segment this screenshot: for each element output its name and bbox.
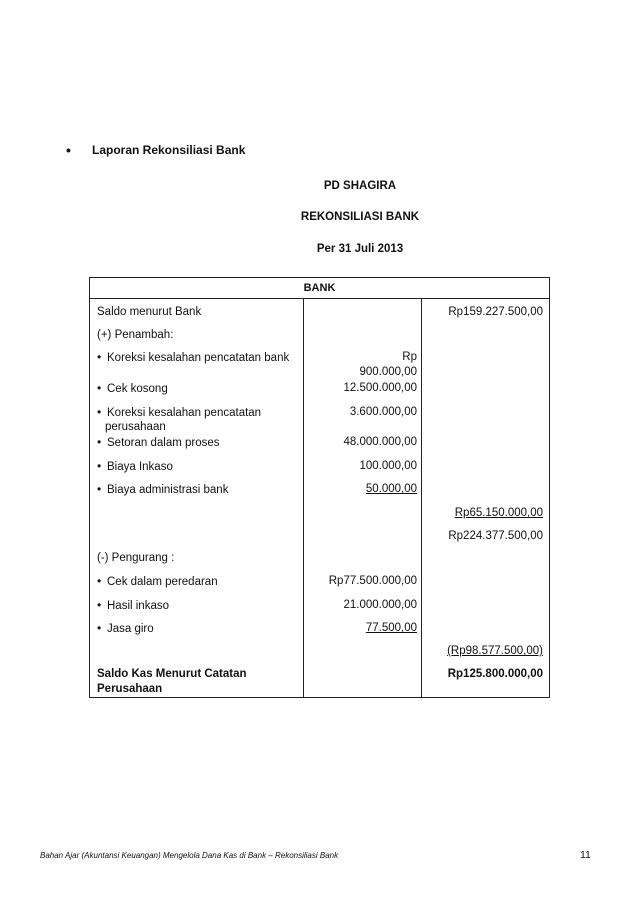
amount: 21.000.000,00 (343, 599, 417, 611)
list-item: • Biaya Inkaso (97, 459, 173, 473)
section-title: Laporan Rekonsiliasi Bank (92, 143, 246, 157)
pengurang-label: (-) Pengurang : (97, 552, 175, 564)
amount-line: Rp (402, 351, 417, 363)
penambah-total: Rp65.150.000,00 (454, 507, 543, 519)
column-divider (421, 298, 422, 697)
bullet-icon: • (97, 621, 102, 635)
table-header: BANK (90, 278, 549, 299)
subtotal: Rp224.377.500,00 (448, 530, 543, 542)
bullet-icon: • (97, 598, 102, 612)
amount: 100.000,00 (359, 460, 417, 472)
list-item: • Biaya administrasi bank (97, 482, 229, 496)
list-item: • Koreksi kesalahan pencatatan (97, 405, 262, 419)
report-date: Per 31 Juli 2013 (316, 243, 404, 255)
footer-text: Bahan Ajar (Akuntansi Keuangan) Mengelola Dana Kas di Bank – Rekonsiliasi Bank (40, 851, 339, 860)
list-item: • Koreksi kesalahan pencatatan bank (97, 350, 290, 364)
report-title: REKONSILIASI BANK (300, 211, 420, 223)
bullet-icon: • (97, 574, 102, 588)
list-item: • Jasa giro (97, 621, 154, 635)
list-item: • Cek kosong (97, 381, 168, 395)
bullet-icon: • (97, 405, 102, 419)
amount: 12.500.000,00 (343, 382, 417, 394)
amount: 48.000.000,00 (343, 436, 417, 448)
list-item: • Hasil inkaso (97, 598, 169, 612)
reconciliation-table (89, 277, 550, 698)
company-name: PD SHAGIRA (323, 180, 397, 192)
bullet-icon: • (97, 350, 102, 364)
bullet-icon: • (97, 381, 102, 395)
amount: 77.500,00 (365, 622, 417, 634)
list-item: • Cek dalam peredaran (97, 574, 218, 588)
amount: 3.600.000,00 (349, 406, 417, 418)
bullet-icon: • (97, 435, 102, 449)
saldo-bank-label: Saldo menurut Bank (97, 306, 202, 318)
list-item: • Setoran dalam proses (97, 435, 220, 449)
pengurang-total: (Rp98.577.500,00) (447, 645, 543, 657)
bullet-icon: • (66, 142, 71, 158)
saldo-kas-label: Saldo Kas Menurut Catatan (97, 668, 247, 680)
bullet-icon: • (97, 482, 102, 496)
page-number: 11 (580, 849, 591, 861)
amount: 50.000,00 (365, 483, 417, 495)
column-divider (303, 298, 304, 697)
amount-line: 900.000,00 (359, 366, 417, 378)
saldo-bank-total: Rp159.227.500,00 (448, 306, 543, 318)
amount: Rp77.500.000,00 (328, 575, 417, 587)
penambah-label: (+) Penambah: (97, 329, 174, 341)
saldo-kas-label-line2: Perusahaan (97, 683, 163, 695)
bullet-icon: • (97, 459, 102, 473)
saldo-kas-total: Rp125.800.000,00 (447, 668, 543, 680)
list-item-continuation: perusahaan (105, 421, 166, 433)
